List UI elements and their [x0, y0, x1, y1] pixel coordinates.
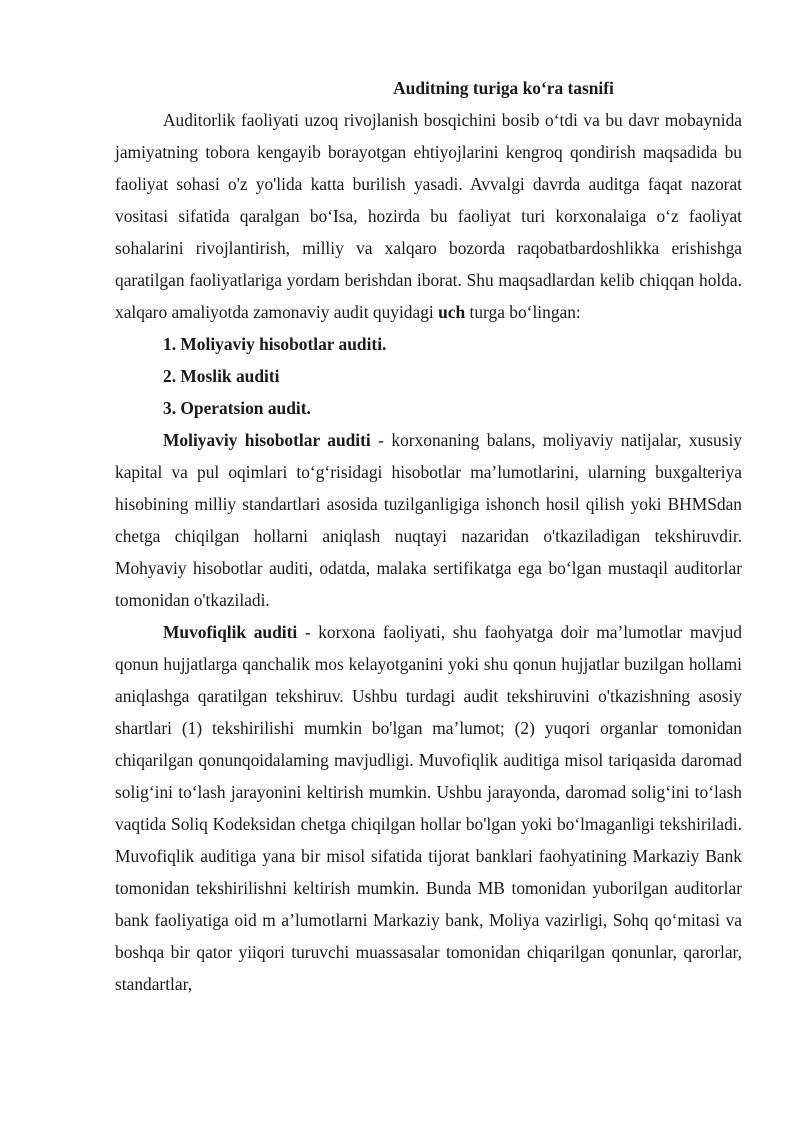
intro-paragraph — [115, 104, 742, 328]
list-item: 3. Operatsion audit. — [163, 398, 311, 418]
list-item: 2. Moslik auditi — [163, 366, 280, 386]
compliance-audit-text: - korxona faoliyati, shu faohyatga doir ma’lumotlar mavjud qonun hujjatlarga qanchalik mos kelayotganini yoki shu qonun hujjatlar buzilgan hollami aniqlashga qaratilgan tekshiruv. Ushbu turdagi audit tekshiruvini o'tkazishning asosiy shartlari (1) tekshirilishi mumkin bo'lgan ma’lumot; (2) yuqori organlar tomonidan chiqarilgan qonunqoidalaming mavjudligi. Muvofiqlik auditiga misol tariqasida daromad solig‘ini to‘lash jarayonini keltirish mumkin. Ushbu jarayonda, daromad solig‘ini to‘lash vaqtida Soliq Kodeksidan chetga chiqilgan hollar bo'lgan yoki bo‘lmaganligi tekshiriladi. Muvofiqlik auditiga yana bir misol sifatida tijorat banklari faohyatining Markaziy Bank tomonidan tekshirilishni keltirish mumkin. Bunda MB tomonidan yuborilgan auditorlar bank faoliyatiga oid m a’lumotlarni Markaziy bank, Moliya vazirligi, Sohq qo‘mitasi va boshqa bir qator yiiqori turuvchi muassasalar tomonidan chiqarilgan qonunlar, qarorlar, standartlar, — [115, 622, 742, 994]
intro-bold-word: uch — [438, 302, 466, 322]
financial-audit-text: - korxonaning balans, moliyaviy natijalar, xususiy kapital va pul oqimlari to‘g‘risidagi hisobotlar ma’lumotlarini, ularning buxgalteriya hisobining milliy standartlari asosida tuzilganligiga ishonch hosil qilish yoki BHMSdan chetga chiqilgan hollarni aniqlash nuqtayi nazaridan o'tkaziladigan tekshiruvdir. Mohyaviy hisobotlar auditi, odatda, malaka sertifikatga ega bo‘lgan mustaqil auditorlar tomonidan o'tkaziladi. — [115, 430, 742, 610]
compliance-audit-term: Muvofiqlik auditi — [163, 622, 298, 642]
compliance-audit-paragraph — [115, 616, 742, 1000]
intro-text-end: turga bo‘lingan: — [469, 302, 581, 322]
financial-audit-term: Moliyaviy hisobotlar auditi — [163, 430, 371, 450]
financial-audit-paragraph — [115, 424, 742, 616]
page-title: Auditning turiga ko‘ra tasnifi — [393, 78, 614, 98]
intro-text: Auditorlik faoliyati uzoq rivojlanish bosqichini bosib o‘tdi va bu davr mobaynida jamiyatning tobora kengayib borayotgan ehtiyojlarini kengroq qondirish maqsadida bu faoliyat sohasi o'z yo'lida katta burilish yasadi. Avvalgi davrda auditga faqat nazorat vositasi sifatida qaralgan bo‘Isa, hozirda bu faoliyat turi korxonalaiga o‘z faoliyat sohalarini rivojlantirish, milliy va xalqaro bozorda raqobatbardoshlikka erishishga qaratilgan faoliyatlariga yordam berishdan iborat. Shu maqsadlardan kelib chiqqan holda. xalqaro amaliyotda zamonaviy audit quyidagi — [115, 110, 742, 322]
list-item: 1. Moliyaviy hisobotlar auditi. — [163, 334, 387, 354]
